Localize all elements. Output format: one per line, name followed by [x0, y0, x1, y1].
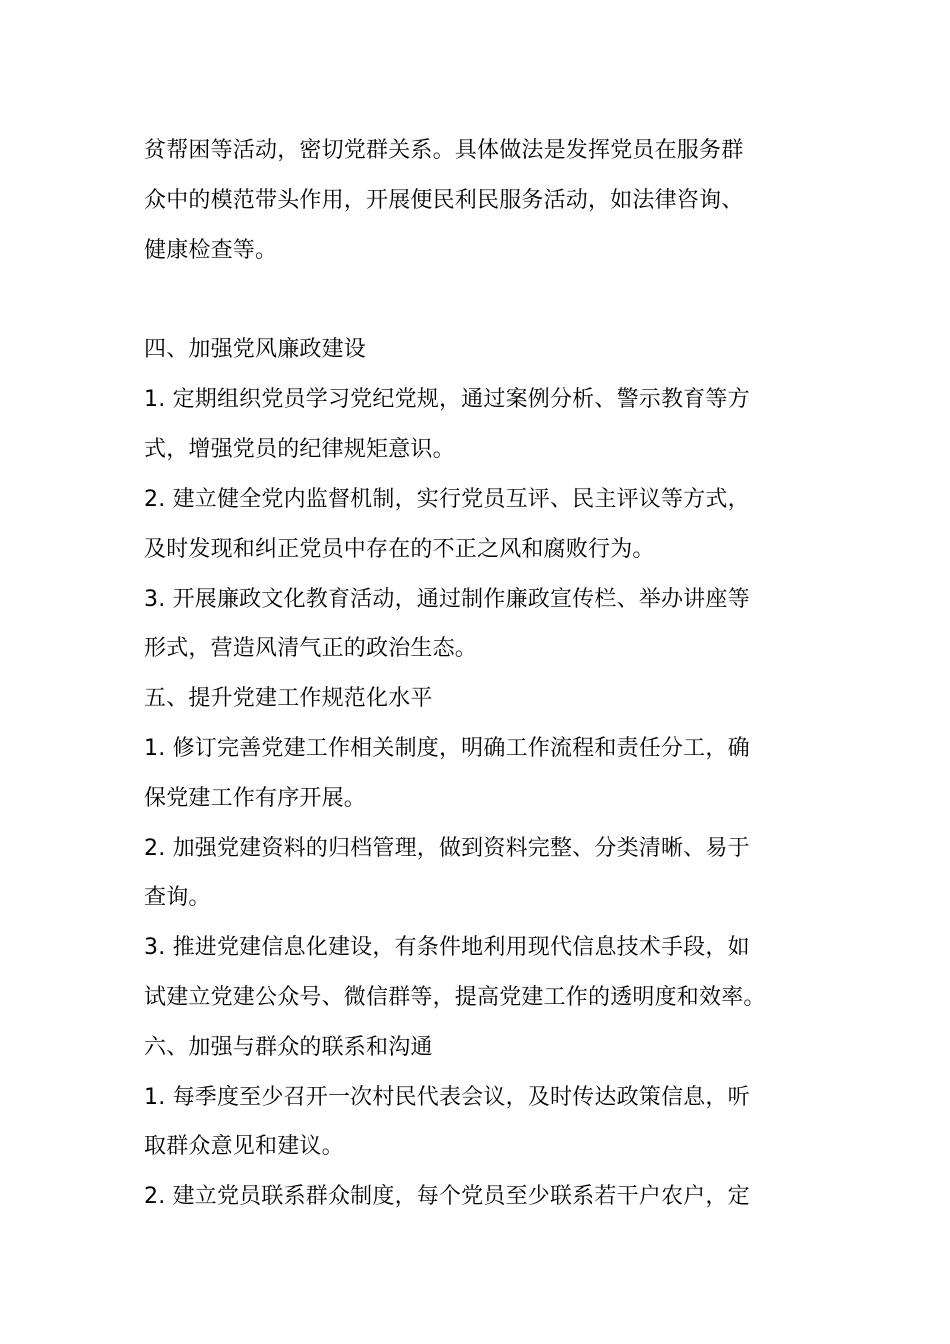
list-item-line: 式，增强党员的纪律规矩意识。	[144, 437, 455, 462]
paragraph-line: 众中的模范带头作用，开展便民利民服务活动，如法律咨询、	[144, 188, 744, 213]
list-item-line: 试建立党建公众号、微信群等，提高党建工作的透明度和效率。	[144, 985, 766, 1010]
section-heading-5: 五、提升党建工作规范化水平	[144, 686, 433, 711]
list-item-line: 形式，营造风清气正的政治生态。	[144, 636, 478, 661]
list-item-line: 2. 建立党员联系群众制度，每个党员至少联系若干户农户，定	[144, 1184, 750, 1209]
list-item-line: 1. 定期组织党员学习党纪党规，通过案例分析、警示教育等方	[144, 387, 750, 412]
paragraph-line: 贫帮困等活动，密切党群关系。具体做法是发挥党员在服务群	[144, 138, 744, 163]
paragraph-line: 健康检查等。	[144, 238, 278, 263]
section-heading-6: 六、加强与群众的联系和沟通	[144, 1035, 433, 1060]
list-item-line: 1. 每季度至少召开一次村民代表会议，及时传达政策信息，听	[144, 1085, 750, 1110]
section-heading-4: 四、加强党风廉政建设	[144, 337, 367, 362]
list-item-line: 取群众意见和建议。	[144, 1134, 344, 1159]
list-item-line: 1. 修订完善党建工作相关制度，明确工作流程和责任分工，确	[144, 736, 750, 761]
list-item-line: 查询。	[144, 885, 211, 910]
list-item-line: 3. 开展廉政文化教育活动，通过制作廉政宣传栏、举办讲座等	[144, 587, 750, 612]
list-item-line: 保党建工作有序开展。	[144, 786, 367, 811]
list-item-line: 2. 建立健全党内监督机制，实行党员互评、民主评议等方式，	[144, 487, 750, 512]
list-item-line: 2. 加强党建资料的归档管理，做到资料完整、分类清晰、易于	[144, 836, 750, 861]
list-item-line: 及时发现和纠正党员中存在的不正之风和腐败行为。	[144, 537, 655, 562]
list-item-line: 3. 推进党建信息化建设，有条件地利用现代信息技术手段，如	[144, 935, 750, 960]
